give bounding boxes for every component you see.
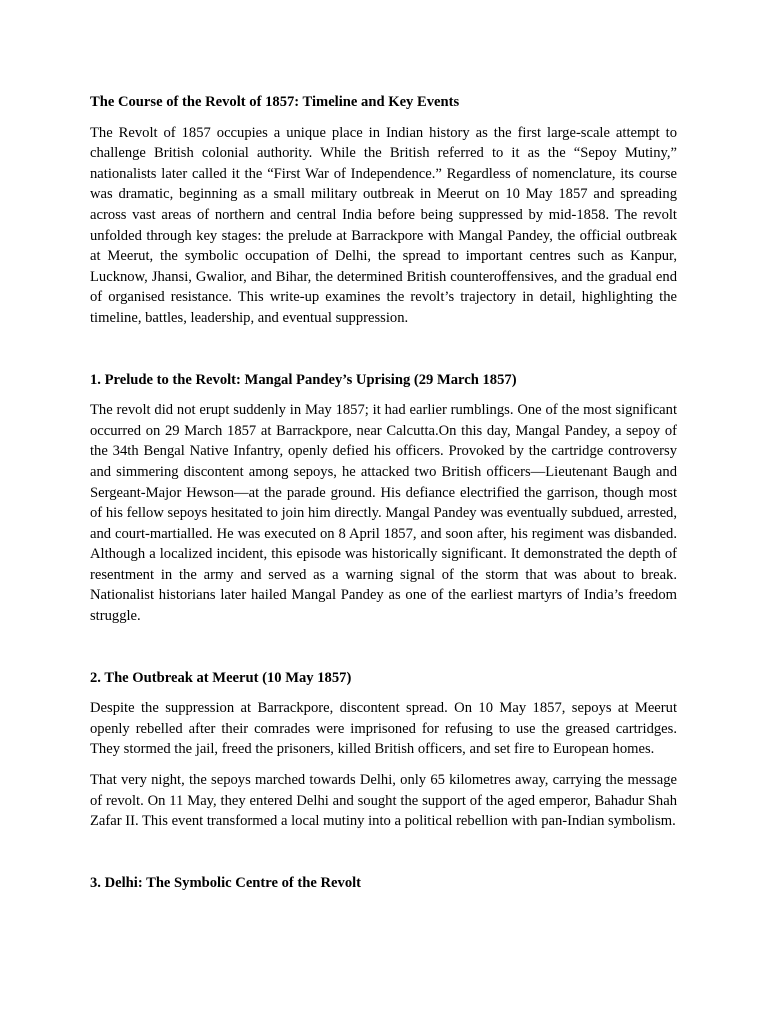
section-paragraph: The revolt did not erupt suddenly in May 1857; it had earlier rumblings. One of the most significant occurred on 29 March 1857 at Barrackpore, near Calcutta.On this day, Mangal Pandey, a sepoy of the 34th Bengal Native Infantry, openly defied his officers. Provoked by the cartridge controversy and simmering discontent among sepoys, he attacked two British officers—Lieutenant Baugh and Sergeant-Major Hewson—at the parade ground. His defiance electrified the garrison, though most of his fellow sepoys hesitated to join him directly. Mangal Pandey was eventually subdued, arrested, and court-martialled. He was executed on 8 April 1857, and soon after, his regiment was disbanded. Although a localized incident, this episode was historically significant. It demonstrated the depth of resentment in the army and served as a warning signal of the storm that was about to break. Nationalist historians later hailed Mangal Pandey as one of the earliest martyrs of India’s freedom struggle. [90,402,677,625]
document-page [90,86,677,903]
section-heading: 3. Delhi: The Symbolic Centre of the Revolt [90,874,362,891]
section-prelude [90,370,677,627]
section-heading: 1. Prelude to the Revolt: Mangal Pandey’s Uprising (29 March 1857) [90,371,517,388]
section-meerut [90,668,677,832]
section-delhi [90,873,677,894]
section-heading: 2. The Outbreak at Meerut (10 May 1857) [90,669,352,686]
section-paragraph: That very night, the sepoys marched towards Delhi, only 65 kilometres away, carrying the message of revolt. On 11 May, they entered Delhi and sought the support of the aged emperor, Bahadur Shah Zafar II. This event transformed a local mutiny into a political rebellion with pan-Indian symbolism. [90,772,677,830]
document-title: The Course of the Revolt of 1857: Timeline and Key Events [90,94,460,110]
intro-paragraph: The Revolt of 1857 occupies a unique place in Indian history as the first large-scale attempt to challenge British colonial authority. While the British referred to it as the “Sepoy Mutiny,” nationalists later called it the “First War of Independence.” Regardless of nomenclature, its course was dramatic, beginning as a small military outbreak in Meerut on 10 May 1857 and spreading across vast areas of northern and central India before being suppressed by mid-1858. The revolt unfolded through key stages: the prelude at Barrackpore with Mangal Pandey, the official outbreak at Meerut, the symbolic occupation of Delhi, the spread to important centres such as Kanpur, Lucknow, Jhansi, Gwalior, and Bihar, the determined British counteroffensives, and the gradual end of organised resistance. This write-up examines the revolt’s trajectory in detail, highlighting the timeline, battles, leadership, and eventual suppression. [90,124,677,326]
section-paragraph: Despite the suppression at Barrackpore, discontent spread. On 10 May 1857, sepoys at Meerut openly rebelled after their comrades were imprisoned for refusing to use the greased cartridges. They stormed the jail, freed the prisoners, killed British officers, and set fire to European homes. [90,700,677,758]
